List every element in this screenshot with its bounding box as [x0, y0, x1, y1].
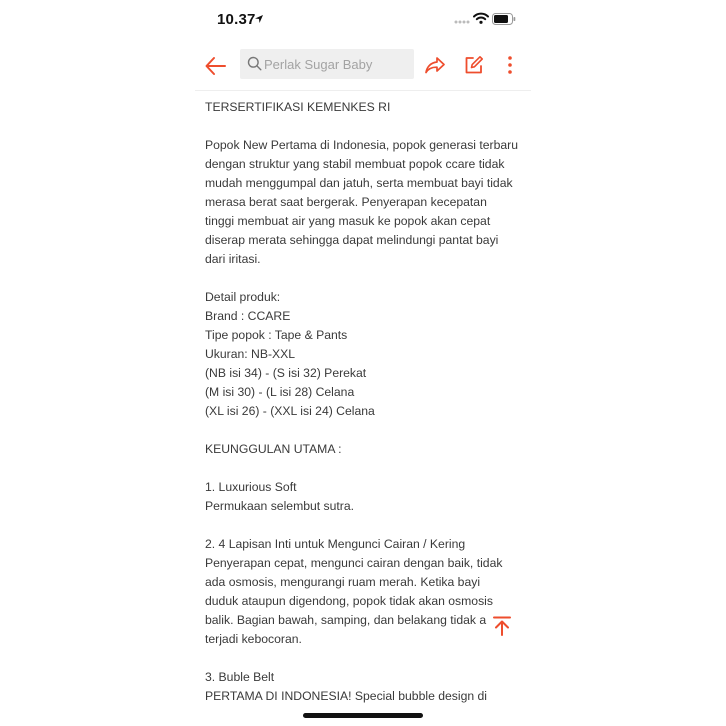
description-line: KEUNGGULAN UTAMA : — [205, 442, 342, 456]
description-line: PERTAMA DI INDONESIA! Special bubble design di — [205, 689, 488, 703]
search-icon — [247, 56, 262, 71]
description-line: diserap merata sehingga dapat melindungi pantat bayi — [205, 233, 499, 247]
home-indicator — [303, 713, 423, 718]
description-line: 1. Luxurious Soft — [205, 480, 297, 494]
description-line: duduk ataupun digendong, popok tidak akan osmosis — [205, 594, 493, 608]
phone-screen — [195, 0, 531, 726]
blank-line — [205, 459, 525, 478]
description-line: Popok New Pertama di Indonesia, popok generasi terbaru — [205, 138, 519, 152]
description-line: Detail produk: — [205, 290, 281, 304]
signal-icon — [454, 20, 470, 24]
description-line: Ukuran: NB-XXL — [205, 347, 296, 361]
top-nav-bar — [195, 44, 531, 91]
product-description — [205, 98, 525, 706]
description-line: mudah menggumpal dan jatuh, serta membuat bayi tidak — [205, 176, 513, 190]
description-line: terjadi kebocoran. — [205, 632, 302, 646]
description-line: Tipe popok : Tape & Pants — [205, 328, 348, 342]
search-input[interactable] — [264, 49, 410, 79]
more-options-icon[interactable] — [499, 54, 521, 76]
description-line: dengan struktur yang stabil membuat popok ccare tidak — [205, 157, 505, 171]
description-line: 2. 4 Lapisan Inti untuk Mengunci Cairan / Kering — [205, 537, 466, 551]
description-line: (XL isi 26) - (XXL isi 24) Celana — [205, 404, 375, 418]
battery-icon — [492, 13, 516, 25]
description-line: Permukaan selembut sutra. — [205, 499, 355, 513]
scroll-to-top-icon[interactable] — [491, 615, 513, 637]
description-line: 3. Buble Belt — [205, 670, 275, 684]
description-line: Brand : CCARE — [205, 309, 291, 323]
description-line: dari iritasi. — [205, 252, 261, 266]
share-icon[interactable] — [423, 53, 447, 77]
blank-line — [205, 117, 525, 136]
blank-line — [205, 269, 525, 288]
description-line: tinggi membuat air yang masuk ke popok akan cepat — [205, 214, 491, 228]
blank-line — [205, 649, 525, 668]
description-line: Penyerapan cepat, mengunci cairan dengan baik, tidak — [205, 556, 503, 570]
description-line: TERSERTIFIKASI KEMENKES RI — [205, 100, 391, 114]
blank-line — [205, 516, 525, 535]
description-line: merasa berat saat bergerak. Penyerapan kecepatan — [205, 195, 487, 209]
status-bar — [195, 0, 531, 40]
description-line: (M isi 30) - (L isi 28) Celana — [205, 385, 355, 399]
location-arrow-icon — [254, 14, 264, 24]
blank-line — [205, 421, 525, 440]
edit-icon[interactable] — [463, 54, 485, 76]
description-line: balik. Bagian bawah, samping, dan belakang tidak a — [205, 613, 487, 627]
status-time: 10.37 — [217, 11, 256, 28]
search-bar[interactable] — [240, 49, 414, 79]
description-line: (NB isi 34) - (S isi 32) Perekat — [205, 366, 367, 380]
wifi-icon — [473, 12, 489, 24]
description-line: ada osmosis, mengurangi ruam merah. Ketika bayi — [205, 575, 481, 589]
back-arrow-icon[interactable] — [203, 53, 229, 79]
